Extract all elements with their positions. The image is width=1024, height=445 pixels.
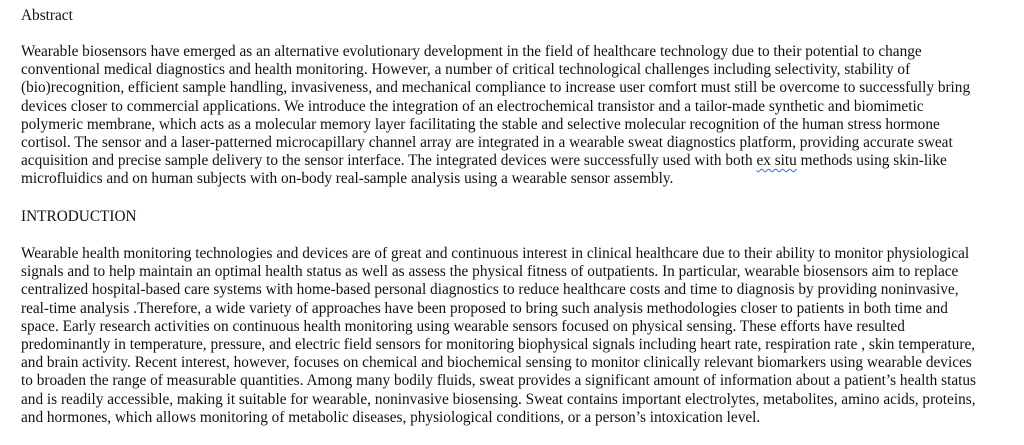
- abstract-line: Wearable biosensors have emerged as an alternative evolutionary development in the field of healthcare technology due to their potential to change: [21, 43, 922, 60]
- introduction-paragraph: [21, 245, 976, 427]
- abstract-paragraph: [21, 43, 970, 189]
- introduction-heading: INTRODUCTION: [21, 208, 137, 225]
- abstract-heading: Abstract: [21, 7, 73, 24]
- introduction-line: and is readily accessible, making it suitable for wearable, noninvasive biosensing. Sweat contains important electrolytes, metabolites, amino acids, proteins,: [21, 390, 976, 408]
- introduction-line: to broaden the range of measurable quantities. Among many bodily fluids, sweat provides a significant amount of information about a patient’s health status: [21, 372, 976, 390]
- abstract-line: cortisol. The sensor and a laser-patterned microcapillary channel array are integrated in a wearable sweat diagnostics platform, providing accurate sweat: [21, 134, 953, 152]
- abstract-line: (bio)recognition, efficient sample handling, invasiveness, and mechanical compliance to increase user comfort must still be overcome to successfully bring: [21, 79, 971, 97]
- abstract-line: devices closer to commercial applications. We introduce the integration of an electrochemical transistor and a tailor-made synthetic and biomimetic: [21, 97, 924, 115]
- introduction-line: centralized hospital-based care systems with home-based personal diagnostics to reduce healthcare costs and time to diagnosis by providing noninvasive,: [21, 281, 959, 299]
- abstract-line-text: acquisition and precise sample delivery to the sensor interface. The integrated devices were successfully used with both: [21, 152, 757, 170]
- abstract-line: microfluidics and on human subjects with on-body real-sample analysis using a wearable sensor assembly.: [21, 170, 674, 188]
- introduction-line: signals and to help maintain an optimal health status as well as assess the physical fitness of outpatients. In particular, wearable biosensors aim to replace: [21, 263, 959, 281]
- abstract-line-text: methods using skin-like: [796, 152, 947, 170]
- abstract-line: polymeric membrane, which acts as a molecular memory layer facilitating the stable and selective molecular recognition of the human stress hormone: [21, 115, 940, 133]
- introduction-line: Wearable health monitoring technologies and devices are of great and continuous interest in clinical healthcare due to their ability to monitor physiological: [21, 245, 970, 262]
- abstract-line-with-flag: [21, 152, 970, 170]
- introduction-line: and brain activity. Recent interest, however, focuses on chemical and biochemical sensing to monitor clinically relevant biomarkers using wearable devices: [21, 354, 972, 372]
- introduction-line: space. Early research activities on continuous health monitoring using wearable sensors focused on physical sensing. These efforts have resulted: [21, 317, 905, 335]
- abstract-line: conventional medical diagnostics and health monitoring. However, a number of critical technological challenges including selectivity, stability of: [21, 61, 911, 79]
- introduction-line: and hormones, which allows monitoring of metabolic diseases, physiological conditions, or a person’s intoxication level.: [21, 408, 761, 426]
- introduction-line: real-time analysis .Therefore, a wide variety of approaches have been proposed to bring such analysis methodologies closer to patients in both time and: [21, 299, 948, 317]
- introduction-line: predominantly in temperature, pressure, and electric field sensors for monitoring biophysical signals including heart rate, respiration rate , skin temperature,: [21, 336, 976, 354]
- spellcheck-flagged-word[interactable]: ex situ: [756, 152, 797, 170]
